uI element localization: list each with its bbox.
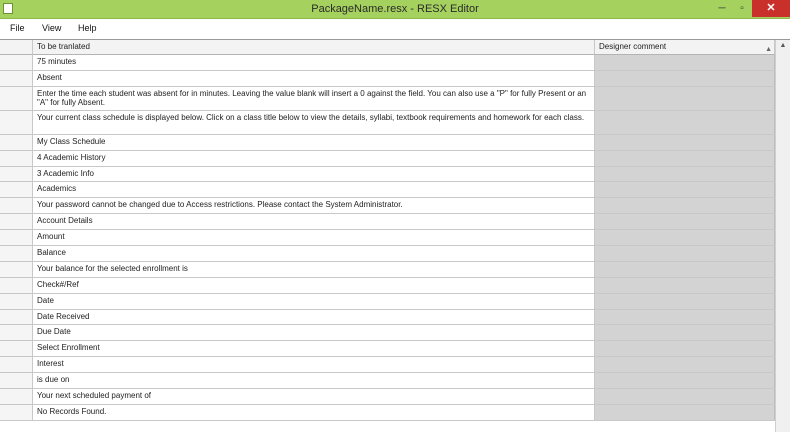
comment-cell[interactable] [595, 214, 775, 229]
row-header[interactable] [0, 230, 33, 245]
comment-cell[interactable] [595, 325, 775, 340]
column-header-label: Designer comment [599, 42, 667, 51]
comment-cell[interactable] [595, 182, 775, 197]
row-header[interactable] [0, 151, 33, 166]
table-row[interactable] [0, 405, 775, 421]
grid-rows [0, 55, 775, 421]
translation-cell[interactable]: My Class Schedule [33, 135, 595, 150]
row-header[interactable] [0, 182, 33, 197]
translation-cell[interactable]: Amount [33, 230, 595, 245]
maximize-button[interactable]: ▫ [740, 3, 744, 14]
row-header[interactable] [0, 214, 33, 229]
comment-cell[interactable] [595, 230, 775, 245]
comment-cell[interactable] [595, 87, 775, 110]
menu-view[interactable]: View [42, 23, 62, 33]
table-row[interactable] [0, 278, 775, 294]
table-row[interactable] [0, 87, 775, 111]
scroll-up-arrow-icon[interactable]: ▲ [779, 42, 787, 49]
table-row[interactable] [0, 230, 775, 246]
comment-cell[interactable] [595, 357, 775, 372]
comment-cell[interactable] [595, 341, 775, 356]
window-title: PackageName.resx - RESX Editor [311, 3, 479, 15]
translation-cell[interactable]: 4 Academic History [33, 151, 595, 166]
close-button[interactable]: ✕ [752, 0, 790, 17]
row-header[interactable] [0, 357, 33, 372]
translation-cell[interactable]: Date Received [33, 310, 595, 325]
translation-cell[interactable]: Date [33, 294, 595, 309]
table-row[interactable] [0, 135, 775, 151]
table-row[interactable] [0, 246, 775, 262]
menu-help[interactable]: Help [78, 23, 97, 33]
table-row[interactable] [0, 341, 775, 357]
comment-cell[interactable] [595, 198, 775, 213]
table-row[interactable] [0, 167, 775, 183]
table-row[interactable] [0, 262, 775, 278]
comment-cell[interactable] [595, 135, 775, 150]
comment-cell[interactable] [595, 294, 775, 309]
table-row[interactable] [0, 71, 775, 87]
row-header-corner[interactable] [0, 40, 33, 55]
table-row[interactable] [0, 198, 775, 214]
row-header[interactable] [0, 55, 33, 70]
comment-cell[interactable] [595, 405, 775, 420]
title-bar[interactable] [0, 0, 790, 19]
sort-arrow-icon: ▲ [765, 46, 772, 53]
row-header[interactable] [0, 278, 33, 293]
comment-cell[interactable] [595, 167, 775, 182]
translation-cell[interactable]: No Records Found. [33, 405, 595, 420]
translation-cell[interactable]: 75 minutes [33, 55, 595, 70]
translation-cell[interactable]: Select Enrollment [33, 341, 595, 356]
row-header[interactable] [0, 405, 33, 420]
column-header-designer-comment[interactable] [595, 40, 775, 55]
table-row[interactable] [0, 389, 775, 405]
translation-cell[interactable]: Interest [33, 357, 595, 372]
table-row[interactable] [0, 182, 775, 198]
table-row[interactable] [0, 357, 775, 373]
table-row[interactable] [0, 214, 775, 230]
comment-cell[interactable] [595, 71, 775, 86]
comment-cell[interactable] [595, 310, 775, 325]
row-header[interactable] [0, 246, 33, 261]
table-row[interactable] [0, 373, 775, 389]
column-header-to-be-translated[interactable]: To be tranlated [33, 40, 595, 55]
row-header[interactable] [0, 87, 33, 110]
comment-cell[interactable] [595, 262, 775, 277]
vertical-scrollbar[interactable] [775, 40, 790, 432]
translation-cell[interactable]: Due Date [33, 325, 595, 340]
row-header[interactable] [0, 325, 33, 340]
row-header[interactable] [0, 310, 33, 325]
comment-cell[interactable] [595, 373, 775, 388]
translation-cell[interactable]: Your current class schedule is displayed below. Click on a class title below to view the details, syllabi, textbook requirements and homework for each class. [33, 111, 595, 134]
resource-grid [0, 39, 790, 432]
comment-cell[interactable] [595, 111, 775, 134]
translation-cell[interactable]: Your balance for the selected enrollment is [33, 262, 595, 277]
scrollbar-thumb[interactable] [779, 56, 787, 426]
translation-cell[interactable]: 3 Academic Info [33, 167, 595, 182]
row-header[interactable] [0, 167, 33, 182]
translation-cell[interactable]: is due on [33, 373, 595, 388]
row-header[interactable] [0, 294, 33, 309]
minimize-button[interactable]: ─ [718, 3, 726, 14]
row-header[interactable] [0, 111, 33, 134]
row-header[interactable] [0, 373, 33, 388]
translation-cell[interactable]: Your password cannot be changed due to Access restrictions. Please contact the System Administrator. [33, 198, 595, 213]
row-header[interactable] [0, 71, 33, 86]
row-header[interactable] [0, 262, 33, 277]
comment-cell[interactable] [595, 151, 775, 166]
row-header[interactable] [0, 135, 33, 150]
translation-cell[interactable]: Your next scheduled payment of [33, 389, 595, 404]
translation-cell[interactable]: Account Details [33, 214, 595, 229]
translation-cell[interactable]: Absent [33, 71, 595, 86]
comment-cell[interactable] [595, 389, 775, 404]
comment-cell[interactable] [595, 278, 775, 293]
translation-cell[interactable]: Balance [33, 246, 595, 261]
menu-file[interactable]: File [10, 23, 25, 33]
translation-cell[interactable]: Enter the time each student was absent for in minutes. Leaving the value blank will insert a 0 against the field. You can also use a "P" for fully Present or an "A" for fully Absent. [33, 87, 595, 110]
translation-cell[interactable]: Academics [33, 182, 595, 197]
comment-cell[interactable] [595, 55, 775, 70]
table-row[interactable] [0, 325, 775, 341]
menu-bar [0, 19, 790, 39]
table-row[interactable] [0, 310, 775, 326]
comment-cell[interactable] [595, 246, 775, 261]
translation-cell[interactable]: Check#/Ref [33, 278, 595, 293]
table-row[interactable] [0, 294, 775, 310]
table-row[interactable] [0, 111, 775, 135]
row-header[interactable] [0, 341, 33, 356]
row-header[interactable] [0, 389, 33, 404]
table-row[interactable] [0, 151, 775, 167]
table-row[interactable] [0, 55, 775, 71]
row-header[interactable] [0, 198, 33, 213]
